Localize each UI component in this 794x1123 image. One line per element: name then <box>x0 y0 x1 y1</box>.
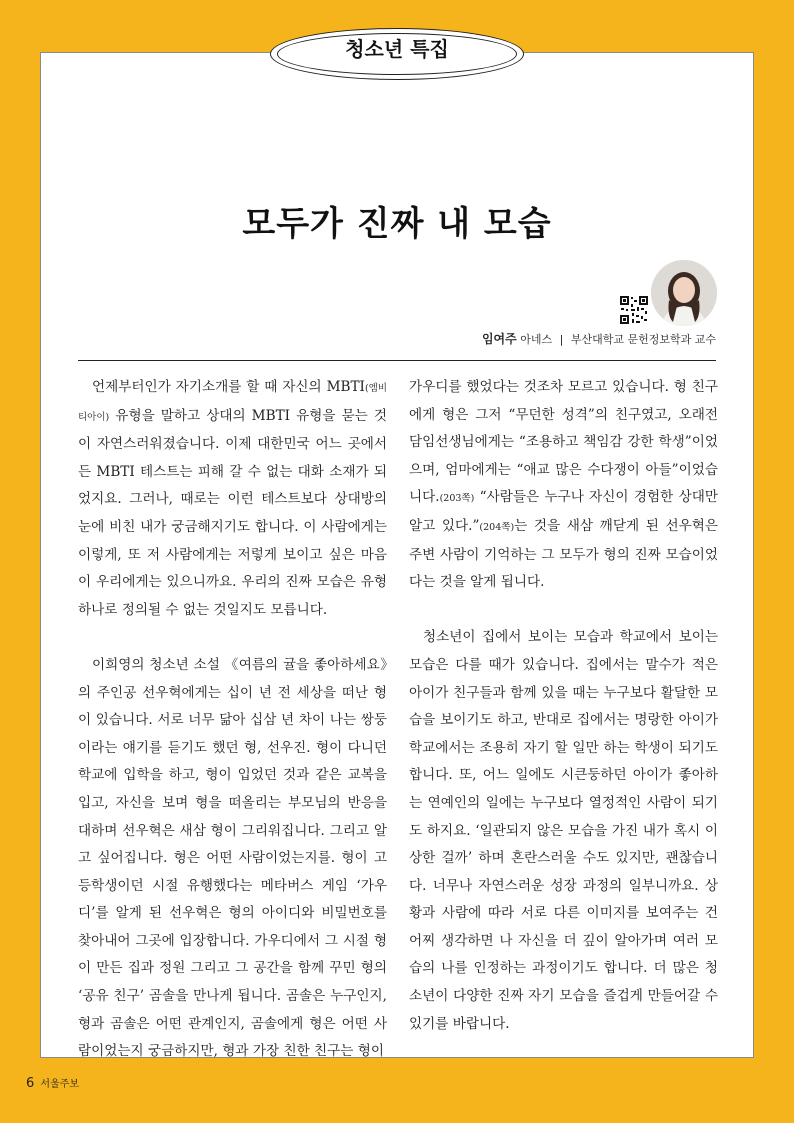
author-name: 임여주 <box>481 332 517 346</box>
author-photo <box>651 260 717 326</box>
byline-separator: | <box>559 333 564 346</box>
body-column-right <box>409 374 718 1066</box>
publication-name: 서울주보 <box>40 1079 80 1090</box>
author-photo-icon <box>651 260 717 326</box>
author-affiliation: 부산대학교 문헌정보학과 교수 <box>570 333 716 346</box>
paragraph: 언제부터인가 자기소개를 할 때 자신의 MBTI(엠비티아이) 유형을 말하고 상대의 MBTI 유형을 묻는 것이 자연스러워졌습니다. 이제 대한민국 어느 곳에서든 MBTI 테스트는 피해 갈 수 없는 대화 소재가 되었지요. 그러나, 때로는 이런 테스트보다 상대방의 눈에 비친 내가 궁금해지기도 합니다. 이 사람에게는 이렇게, 또 저 사람에게는 저렇게 보이고 싶은 마음이 우리에게는 있으니까요. 우리의 진짜 모습은 유형 하나로 정의될 수 없는 것일지도 모릅니다. <box>78 379 387 618</box>
paragraph: 가우디를 했었다는 것조차 모르고 있습니다. 형 친구에게 형은 그저 “무던한 성격”의 친구였고, 오래전 담임선생님에게는 “조용하고 책임감 강한 학생”이었으며, 엄마에게는 “애교 많은 수다쟁이 아들”이었습니다.(203쪽) “사람들은 누구나 자신이 경험한 상대만 알고 있다.”(204쪽)는 것을 새삼 깨닫게 된 선우혁은 주변 사람이 기억하는 그 모두가 형의 진짜 모습이었다는 것을 알게 됩니다. <box>409 379 718 591</box>
body-column-left <box>78 374 387 1093</box>
article-title: 모두가 진짜 내 모습 <box>242 204 552 244</box>
section-badge <box>250 22 544 86</box>
paragraph: 청소년이 집에서 보이는 모습과 학교에서 보이는 모습은 다를 때가 있습니다. 집에서는 말수가 적은 아이가 친구들과 함께 있을 때는 누구보다 활달한 모습을 보이기도 하고, 반대로 집에서는 명랑한 아이가 학교에서는 조용히 자기 할 일만 하는 학생이 되기도 합니다. 또, 어느 일에도 시큰둥하던 아이가 좋아하는 연예인의 일에는 누구보다 열정적인 사람이 되기도 하지요. ‘일관되지 않은 모습을 가진 내가 혹시 이상한 걸까’ 하며 혼란스러울 수도 있지만, 괜찮습니다. 너무나 자연스러운 성장 과정의 일부니까요. 상황과 사람에 따라 서로 다른 이미지를 보여주는 건 어찌 생각하면 나 자신을 더 깊이 알아가며 여러 모습의 나를 인정하는 과정이기도 합니다. 더 많은 청소년이 다양한 진짜 자기 모습을 즐겁게 만들어갈 수 있기를 바랍니다. <box>409 629 718 1032</box>
page-number: 6 <box>26 1076 35 1091</box>
author-nickname: 아네스 <box>520 333 553 346</box>
author-byline <box>482 330 716 347</box>
qr-code-icon[interactable] <box>619 295 649 325</box>
page-footer <box>26 1075 79 1091</box>
paragraph: 이희영의 청소년 소설 《여름의 귤을 좋아하세요》의 주인공 선우혁에게는 십이 년 전 세상을 떠난 형이 있습니다. 서로 너무 닮아 십삼 년 차이 나는 쌍둥이라는 얘기를 듣기도 했던 형, 선우진. 형이 다니던 학교에 입학을 하고, 형이 입었던 것과 같은 교복을 입고, 자신을 보며 형을 떠올리는 부모님의 반응을 대하며 선우혁은 새삼 형이 그리워집니다. 그리고 알고 싶어집니다. 형은 어떤 사람이었는지를. 형이 고등학생이던 시절 유행했다는 메타버스 게임 ‘가우디’를 알게 된 선우혁은 형의 아이디와 비밀번호를 찾아내어 그곳에 입장합니다. 가우디에서 그 시절 형이 만든 집과 정원 그리고 그 공간을 함께 꾸민 형의 ‘공유 친구’ 곰솔을 만나게 됩니다. 곰솔은 누구인지, 형과 곰솔은 어떤 관계인지, 곰솔에게 형은 어떤 사람이었는지 궁금하지만, 형과 가장 친한 친구는 형이 <box>78 656 387 1060</box>
section-label: 청소년 특집 <box>345 37 449 61</box>
title-divider <box>78 360 716 361</box>
